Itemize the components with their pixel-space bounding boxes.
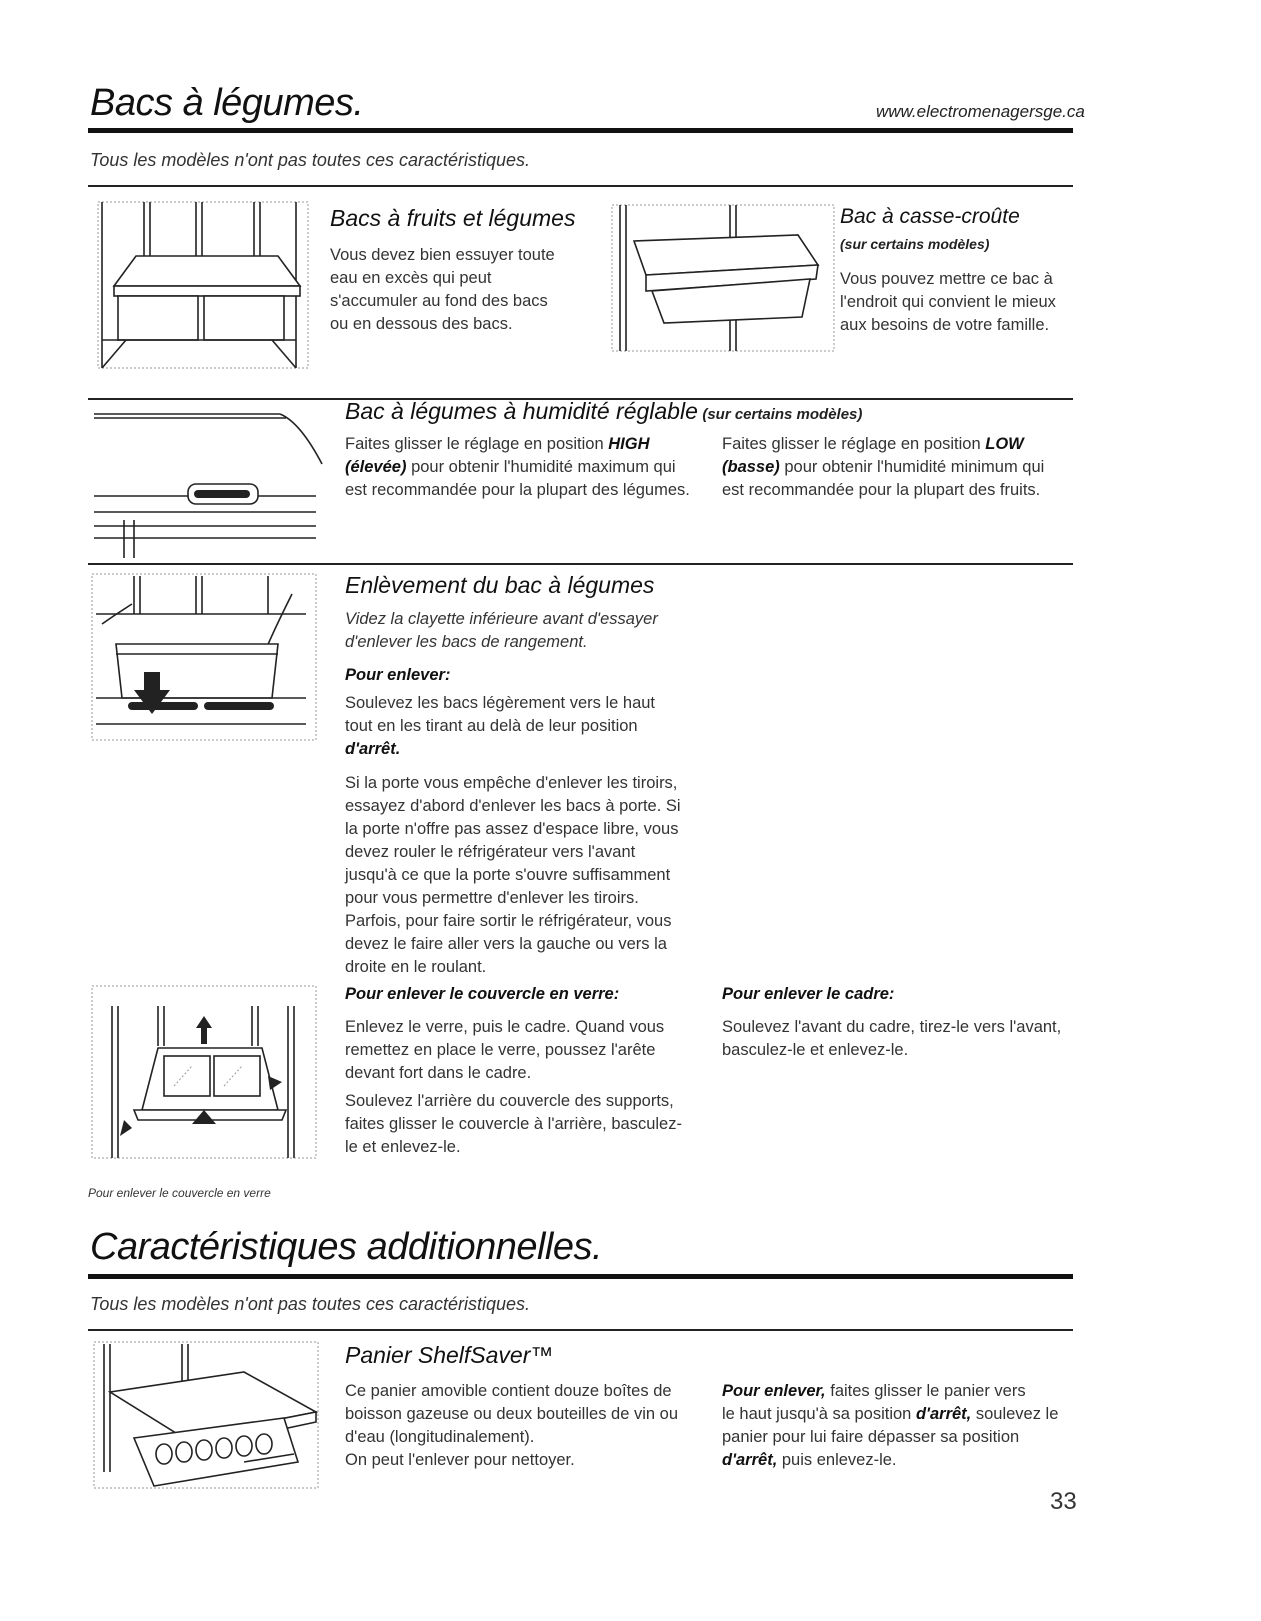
website-url: www.electromenagersge.ca — [876, 102, 1085, 121]
stop-position: d'arrêt, — [915, 1405, 972, 1423]
fruits-title: Bacs à fruits et légumes — [330, 205, 576, 231]
door-text: Si la porte vous empêche d'enlever les tiroirs, essayez d'abord d'enlever les bacs à porte. Si la porte n'offre pas assez d'espace libre, vous devez rouler le réfrigérateur vers l'avant jusqu'à ce que la porte s'ouvre suffisamment pour vous permettre d'enlever les tiroirs. Parfois, pour faire sortir le réfrigérateur, vous devez le faire aller vers la gauche ou vers la droite en le roulant. — [345, 774, 681, 976]
additional-models-note: Tous les modèles n'ont pas toutes ces caractéristiques. — [90, 1294, 531, 1314]
high-setting-fr: (élevée) — [345, 458, 407, 476]
fruit-drawers-illustration — [96, 200, 316, 372]
humidity-high-text: Faites glisser le réglage en position HIGH (élevée) pour obtenir l'humidité maximum qui est recommandée pour la plupart des légumes. — [345, 435, 690, 499]
snack-pan-illustration — [612, 205, 837, 355]
title-rule — [88, 1274, 1073, 1279]
section-divider — [88, 563, 1073, 565]
snack-note: (sur certains modèles) — [840, 236, 990, 252]
title-rule — [88, 128, 1073, 133]
drawer-removal-illustration — [92, 574, 320, 744]
humidity-suffix: (sur certains modèles) — [702, 406, 863, 423]
glass-label: Pour enlever le couvercle en verre: — [345, 985, 620, 1003]
section-divider — [88, 185, 1073, 187]
glass-cover-caption: Pour enlever le couvercle en verre — [88, 1186, 271, 1200]
fruits-text: Vous devez bien essuyer toute eau en excès qui peut s'accumuler au fond des bacs ou en dessous des bacs. — [330, 246, 555, 333]
howto-text: Soulevez les bacs légèrement vers le haut tout en les tirant au delà de leur position d'arrêt. — [345, 694, 656, 758]
to-remove-label: Pour enlever, — [722, 1382, 826, 1400]
low-setting-fr: (basse) — [722, 458, 780, 476]
models-note: Tous les modèles n'ont pas toutes ces caractéristiques. — [90, 150, 531, 170]
removal-intro: Videz la clayette inférieure avant d'essayer d'enlever les bacs de rangement. — [345, 610, 658, 651]
frame-label: Pour enlever le cadre: — [722, 985, 895, 1003]
additional-title: Caractéristiques additionnelles. — [90, 1226, 603, 1268]
frame-text: Soulevez l'avant du cadre, tirez-le vers l'avant, basculez-le et enlevez-le. — [722, 1018, 1062, 1059]
glass-cover-illustration — [92, 986, 320, 1162]
section-divider — [88, 1329, 1073, 1331]
howto-label: Pour enlever: — [345, 666, 451, 684]
glass-text-2: Soulevez l'arrière du couvercle des supports, faites glisser le couvercle à l'arrière, basculez- le et enlevez-le. — [345, 1092, 682, 1156]
shelfsaver-rack-illustration — [94, 1342, 322, 1492]
stop-position: d'arrêt. — [345, 740, 401, 758]
humidity-header — [345, 398, 862, 425]
low-setting: LOW — [985, 435, 1024, 453]
shelfsaver-removal: Pour enlever, faites glisser le panier vers le haut jusqu'à sa position d'arrêt, soulevez le panier pour lui faire dépasser sa position d'arrêt, puis enlevez-le. — [722, 1382, 1059, 1469]
shelfsaver-title: Panier ShelfSaver™ — [345, 1342, 554, 1368]
removal-title: Enlèvement du bac à légumes — [345, 572, 655, 598]
humidity-low-text: Faites glisser le réglage en position LOW (basse) pour obtenir l'humidité minimum qui est recommandée pour la plupart des fruits. — [722, 435, 1045, 499]
page-title: Bacs à légumes. — [90, 82, 364, 124]
page-number: 33 — [1050, 1488, 1077, 1515]
glass-text-1: Enlevez le verre, puis le cadre. Quand vous remettez en place le verre, poussez l'arête devant fort dans le cadre. — [345, 1018, 665, 1082]
humidity-control-illustration — [90, 408, 326, 563]
humidity-title: Bac à légumes à humidité réglable — [345, 398, 698, 424]
high-setting: HIGH — [608, 435, 650, 453]
snack-title: Bac à casse-croûte — [840, 205, 1020, 228]
shelfsaver-description: Ce panier amovible contient douze boîtes de boisson gazeuse ou deux bouteilles de vin ou d'eau (longitudinalement). On peut l'enlever pour nettoyer. — [345, 1382, 678, 1469]
stop-position: d'arrêt, — [722, 1451, 778, 1469]
snack-text: Vous pouvez mettre ce bac à l'endroit qui convient le mieux aux besoins de votre famille. — [840, 270, 1056, 334]
